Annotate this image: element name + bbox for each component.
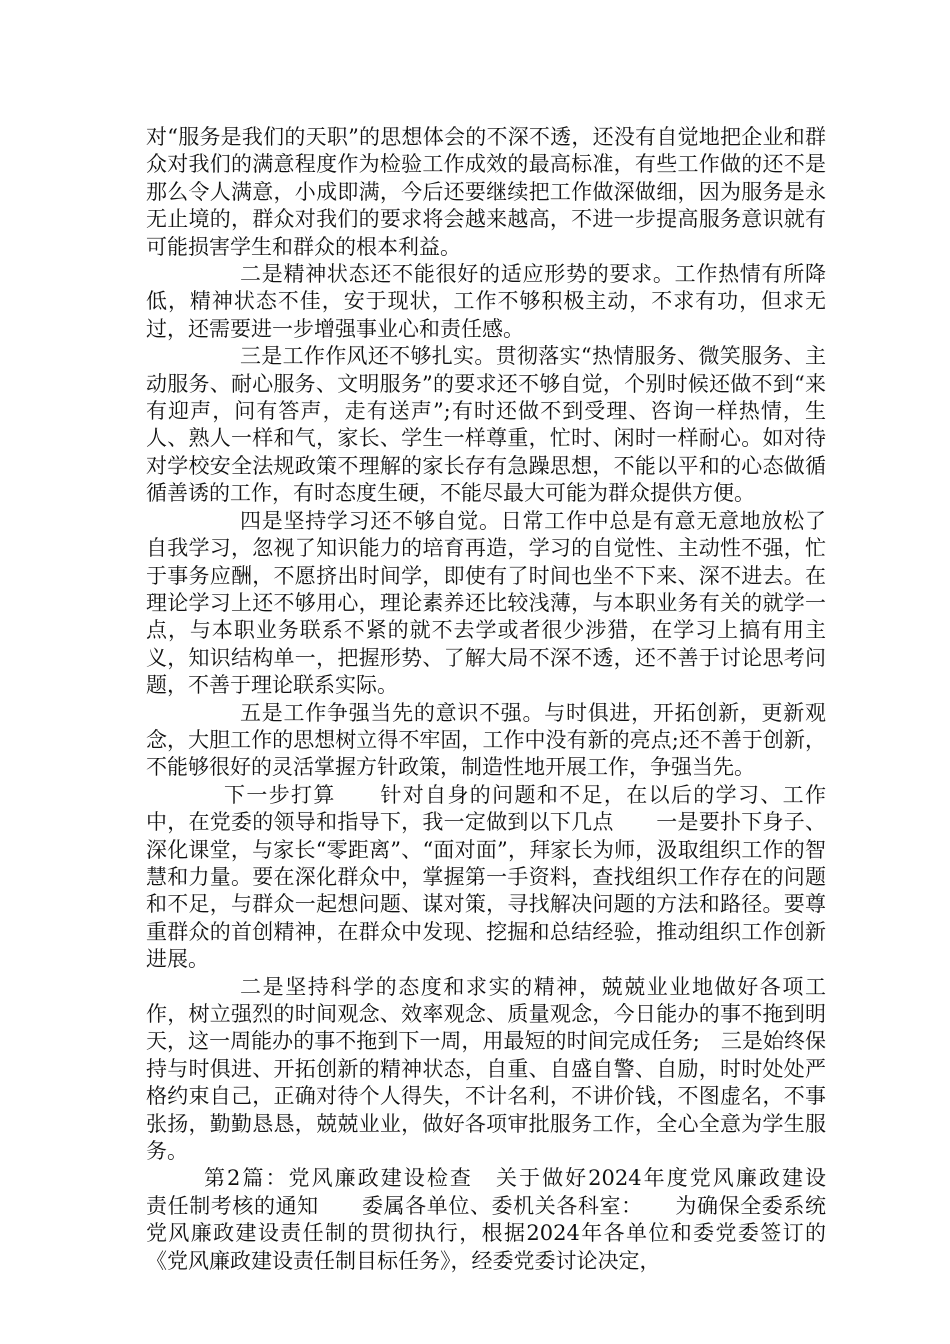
paragraph-study: 四是坚持学习还不够自觉。日常工作中总是有意无意地放松了自我学习，忽视了知识能力的培育再造，学习的自觉性、主动性不强，忙于事务应酬，不愿挤出时间学，即使有了时间也坐不下来、深不进去。在理论学习上还不够用心，理论素养还比较浅薄，与本职业务有关的就学一点，与本职业务联系不紧的就不去学或者很少涉猎，在学习上搞有用主义，知识结构单一，把握形势、了解大局不深不透，还不善于讨论思考问题，不善于理论联系实际。 bbox=[146, 508, 826, 698]
paragraph-innovation: 五是工作争强当先的意识不强。与时俱进，开拓创新，更新观念，大胆工作的思想树立得不牢固，工作中没有新的亮点;还不善于创新，不能够很好的灵活掌握方针政策，制造性地开展工作，争强当先。 bbox=[146, 700, 826, 780]
paragraph-article-2: 第2篇：党风廉政建设检查 关于做好2024年度党风廉政建设 责任制考核的通知 委属各单位、委机关各科室： 为确保全委系统党风廉政建设责任制的贯彻执行，根据2024年各单位和委党委签订的《党风廉政建设责任制目标任务》，经委党委讨论决定， bbox=[146, 1166, 868, 1273]
paragraph-scientific-attitude: 二是坚持科学的态度和求实的精神，兢兢业业地做好各项工作，树立强烈的时间观念、效率观念、质量观念，今日能办的事不拖到明天，这一周能办的事不拖到下一周，用最短的时间完成任务; 三是始终保持与时俱进、开拓创新的精神状态，自重、自盛自警、自励，时时处处严格约束自己，正确对待个人得失，不计名利，不讲价钱，不图虚名，不事张扬，勤勤恳恳，兢兢业业，做好各项审批服务工作，全心全意为学生服务。 bbox=[146, 974, 826, 1164]
paragraph-next-steps: 下一步打算 针对自身的问题和不足，在以后的学习、工作中，在党委的领导和指导下，我一定做到以下几点 一是要扑下身子、深化课堂，与家长“零距离”、“面对面”，拜家长为师，汲取组织工作的智慧和力量。要在深化群众中，掌握第一手资料，查找组织工作存在的问题和不足，与群众一起想问题、谋对策，寻找解决问题的方法和路径。要尊重群众的首创精神，在群众中发现、挖掘和总结经验，推动组织工作创新进展。 bbox=[146, 782, 826, 972]
paragraph-service-awareness: 对“服务是我们的天职”的思想体会的不深不透，还没有自觉地把企业和群众对我们的满意程度作为检验工作成效的最高标准，有些工作做的还不是那么令人满意，小成即满，今后还要继续把工作做深做细，因为服务是永无止境的，群众对我们的要求将会越来越高，不进一步提高服务意识就有可能损害学生和群众的根本利益。 bbox=[146, 125, 826, 259]
paragraph-mental-state: 二是精神状态还不能很好的适应形势的要求。工作热情有所降低，精神状态不佳，安于现状，工作不够积极主动，不求有功，但求无过，还需要进一步增强事业心和责任感。 bbox=[146, 262, 826, 341]
paragraph-work-style: 三是工作作风还不够扎实。贯彻落实“热情服务、微笑服务、主动服务、耐心服务、文明服务”的要求还不够自觉，个别时候还做不到“来有迎声，问有答声，走有送声”;有时还做不到受理、咨询一样热情，生人、熟人一样和气，家长、学生一样尊重，忙时、闲时一样耐心。如对待对学校安全法规政策不理解的家长存有急躁思想，不能以平和的心态做循循善诱的工作，有时态度生硬，不能尽最大可能为群众提供方便。 bbox=[146, 344, 826, 506]
document-body bbox=[146, 124, 868, 1275]
